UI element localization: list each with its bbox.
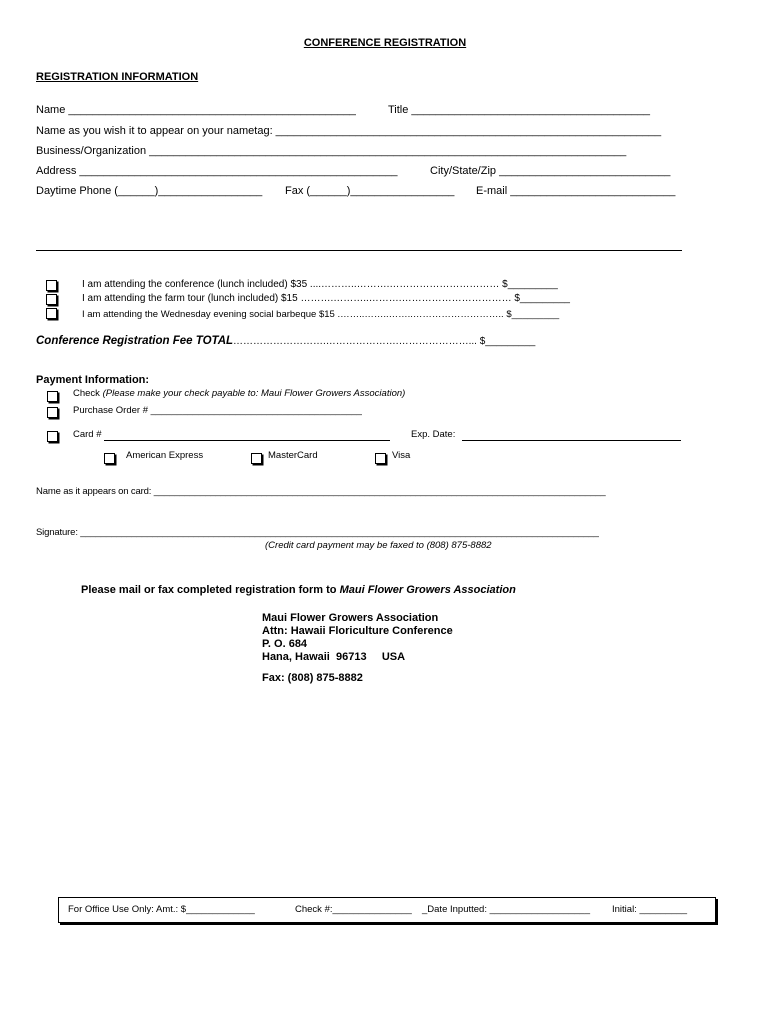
visa-label: Visa bbox=[392, 450, 411, 461]
attendance-barbeque: I am attending the Wednesday evening social barbeque $15 .……..……..……..……………………….. $_________ bbox=[82, 309, 560, 320]
fax-payment-note: (Credit card payment may be faxed to (808) 875-8882 bbox=[265, 540, 492, 551]
office-date-inputted: _Date Inputted: ___________________ bbox=[422, 904, 590, 915]
amex-checkbox[interactable] bbox=[104, 453, 115, 464]
city-state-zip-field[interactable]: City/State/Zip ____________________________ bbox=[430, 165, 671, 177]
signature-field[interactable]: Signature: _____________________________________________________________________________________________________ bbox=[36, 527, 599, 538]
mail-instruction-text: Please mail or fax completed registration form to bbox=[81, 584, 337, 596]
check-checkbox[interactable] bbox=[47, 391, 58, 402]
address-line: P. O. 684 bbox=[262, 638, 308, 650]
section-divider bbox=[36, 250, 682, 251]
amex-label: American Express bbox=[126, 450, 204, 461]
mail-org-name: Maui Flower Growers Association bbox=[339, 584, 516, 596]
check-label: Check bbox=[73, 388, 100, 399]
barbeque-checkbox[interactable] bbox=[46, 308, 57, 319]
card-label: Card # bbox=[73, 429, 102, 440]
attendance-conference: I am attending the conference (lunch included) $35 ....………..……….…………………………… $_________ bbox=[82, 279, 558, 290]
address-line: Attn: Hawaii Floriculture Conference bbox=[262, 625, 453, 637]
address-line: Hana, Hawaii 96713 USA bbox=[262, 651, 406, 663]
fax-number: Fax: (808) 875-8882 bbox=[262, 672, 363, 684]
mail-instruction bbox=[81, 584, 516, 596]
total-label: Conference Registration Fee TOTAL bbox=[36, 335, 234, 347]
total-leader[interactable]: ……………………….………………….…………………... $_________ bbox=[233, 336, 536, 347]
business-field[interactable]: Business/Organization ______________________________________________________________________________ bbox=[36, 145, 627, 157]
check-note: (Please make your check payable to: Maui Flower Growers Association) bbox=[102, 388, 406, 399]
mailing-address bbox=[262, 612, 453, 664]
mastercard-label: MasterCard bbox=[268, 450, 318, 461]
total-line bbox=[36, 335, 535, 347]
office-initial: Initial: _________ bbox=[612, 904, 688, 915]
card-number-line[interactable] bbox=[104, 440, 390, 441]
po-checkbox[interactable] bbox=[47, 407, 58, 418]
section-heading: REGISTRATION INFORMATION bbox=[36, 71, 199, 83]
payment-heading: Payment Information: bbox=[36, 374, 150, 386]
address-field[interactable]: Address ____________________________________________________ bbox=[36, 165, 398, 177]
name-field[interactable]: Name _______________________________________________ bbox=[36, 104, 356, 116]
mastercard-checkbox[interactable] bbox=[251, 453, 262, 464]
form-title: CONFERENCE REGISTRATION bbox=[303, 37, 467, 49]
address-line: Maui Flower Growers Association bbox=[262, 612, 439, 624]
exp-date-line[interactable] bbox=[462, 440, 681, 441]
conference-checkbox[interactable] bbox=[46, 280, 57, 291]
exp-label: Exp. Date: bbox=[411, 429, 456, 440]
phone-field[interactable]: Daytime Phone (______)_________________ bbox=[36, 185, 263, 197]
attendance-farm-tour: I am attending the farm tour (lunch included) $15 ……….………..……….…………………………… $_________ bbox=[82, 293, 570, 304]
check-option bbox=[73, 388, 405, 399]
card-checkbox[interactable] bbox=[47, 431, 58, 442]
nametag-field[interactable]: Name as you wish it to appear on your nametag: _______________________________________________________________ bbox=[36, 125, 662, 137]
farm-tour-checkbox[interactable] bbox=[46, 294, 57, 305]
name-on-card-field[interactable]: Name as it appears on card: ________________________________________________________________________________________ bbox=[36, 486, 606, 497]
fax-field[interactable]: Fax (______)_________________ bbox=[285, 185, 455, 197]
email-field[interactable]: E-mail ___________________________ bbox=[476, 185, 676, 197]
office-amount: For Office Use Only: Amt.: $_____________ bbox=[68, 904, 255, 915]
title-field[interactable]: Title _______________________________________ bbox=[388, 104, 651, 116]
visa-checkbox[interactable] bbox=[375, 453, 386, 464]
po-field[interactable]: Purchase Order # ________________________________________ bbox=[73, 405, 362, 416]
office-check-number: Check #:_______________ bbox=[295, 904, 412, 915]
